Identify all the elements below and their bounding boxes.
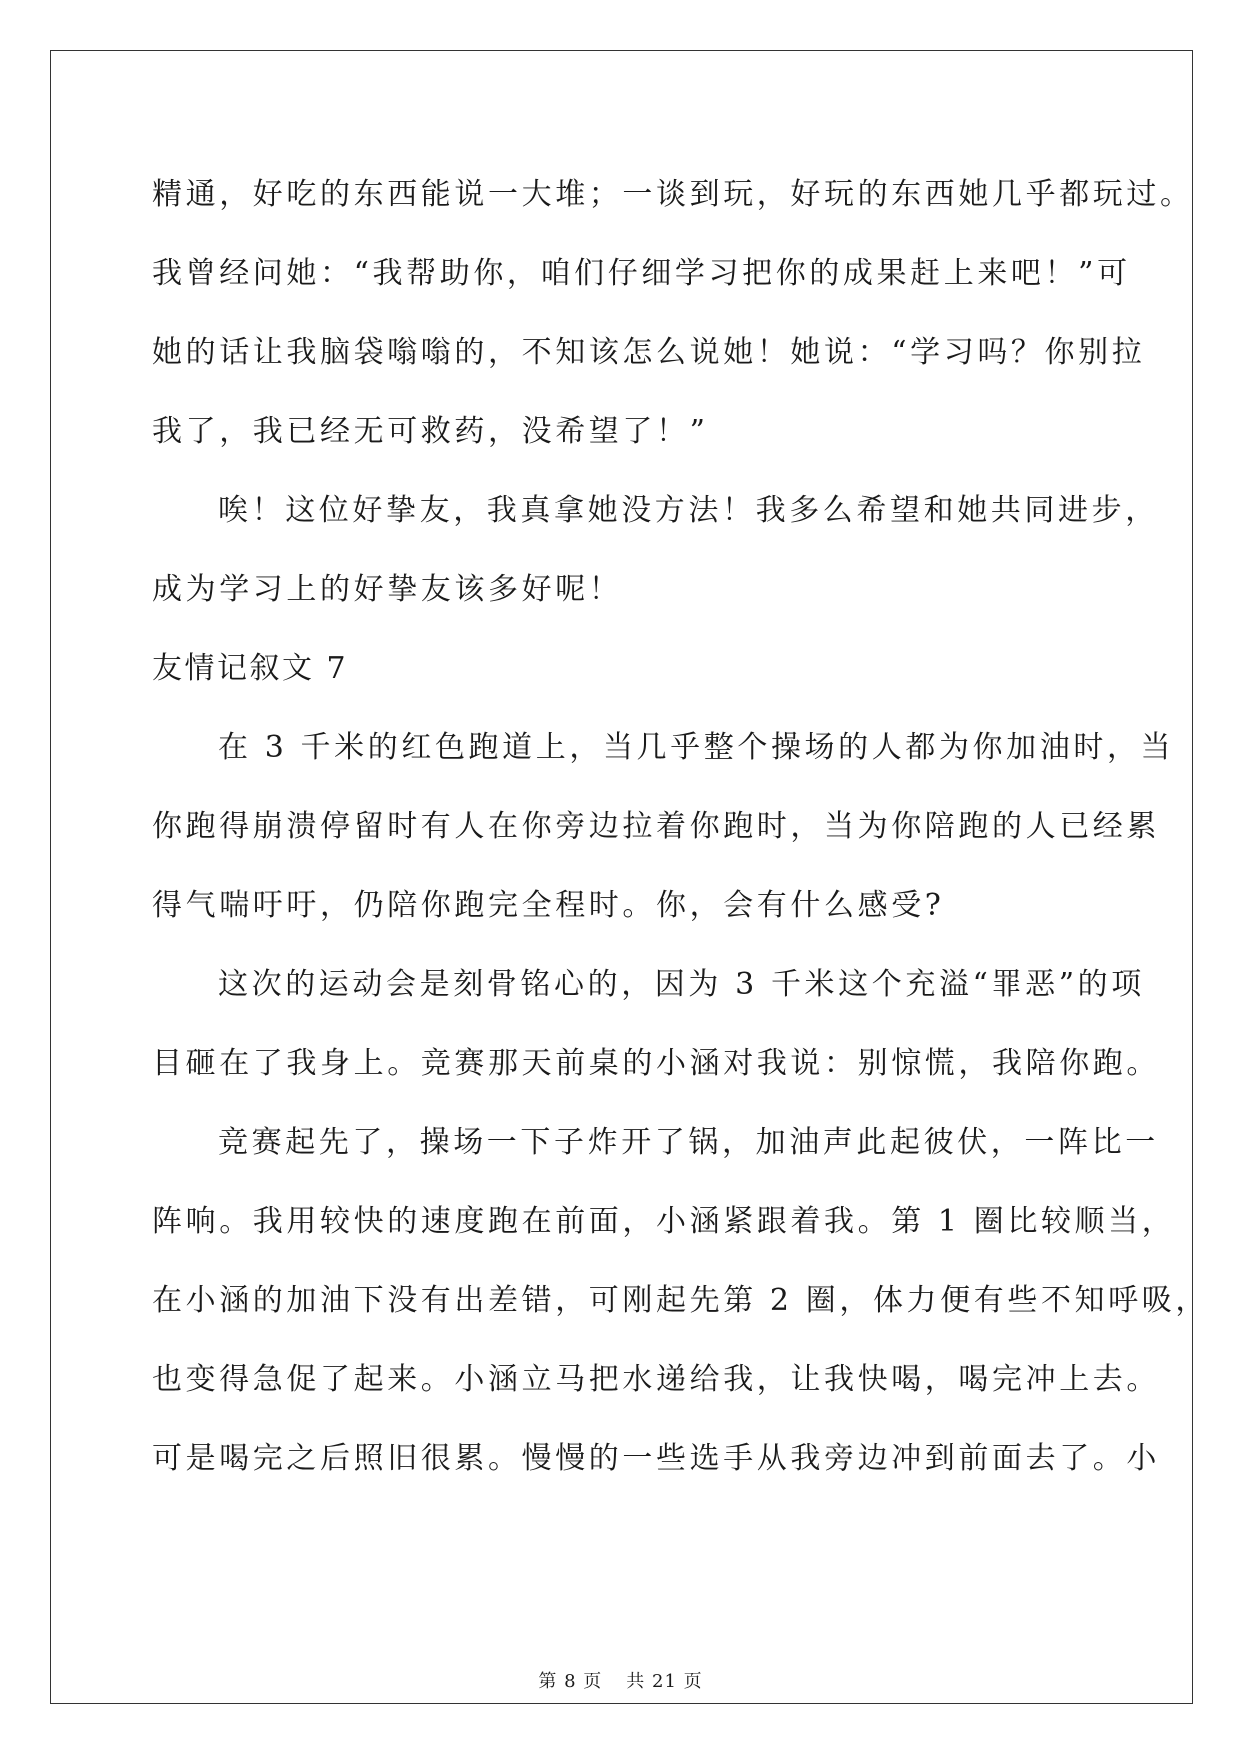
text-line: 目砸在了我身上。竞赛那天前桌的小涵对我说：别惊慌，我陪你跑。 xyxy=(152,1046,1160,1081)
page-total: 共 21 页 xyxy=(626,1671,703,1692)
text-line: 精通，好吃的东西能说一大堆；一谈到玩，好玩的东西她几乎都玩过。 xyxy=(152,177,1194,212)
paragraph-start: 竞赛起先了，操场一下子炸开了锅，加油声此起彼伏，一阵比一 xyxy=(218,1125,1159,1160)
text-line: 我曾经问她：“我帮助你，咱们仔细学习把你的成果赶上来吧！”可 xyxy=(152,256,1131,291)
paragraph-start: 在 3 千米的红色跑道上，当几乎整个操场的人都为你加油时，当 xyxy=(218,730,1175,765)
document-body xyxy=(152,155,1209,1498)
section-heading: 友情记叙文 7 xyxy=(152,651,349,686)
paragraph-start: 这次的运动会是刻骨铭心的，因为 3 千米这个充溢“罪恶”的项 xyxy=(218,967,1145,1002)
page-footer xyxy=(0,1667,1241,1693)
text-line: 我了，我已经无可救药，没希望了！” xyxy=(152,414,709,449)
text-line: 也变得急促了起来。小涵立马把水递给我，让我快喝，喝完冲上去。 xyxy=(152,1362,1160,1397)
text-line: 可是喝完之后照旧很累。慢慢的一些选手从我旁边冲到前面去了。小 xyxy=(152,1441,1160,1476)
text-line: 得气喘吁吁，仍陪你跑完全程时。你，会有什么感受? xyxy=(152,888,945,923)
text-line: 阵响。我用较快的速度跑在前面，小涵紧跟着我。第 1 圈比较顺当， xyxy=(152,1204,1176,1239)
text-line: 她的话让我脑袋嗡嗡的，不知该怎么说她！她说：“学习吗？你别拉 xyxy=(152,335,1146,370)
text-line: 在小涵的加油下没有出差错，可刚起先第 2 圈，体力便有些不知呼吸， xyxy=(152,1283,1209,1318)
text-line: 成为学习上的好挚友该多好呢！ xyxy=(152,572,623,607)
page-number: 第 8 页 xyxy=(538,1671,603,1692)
paragraph-start: 唉！这位好挚友，我真拿她没方法！我多么希望和她共同进步， xyxy=(218,493,1159,528)
text-line: 你跑得崩溃停留时有人在你旁边拉着你跑时，当为你陪跑的人已经累 xyxy=(152,809,1160,844)
